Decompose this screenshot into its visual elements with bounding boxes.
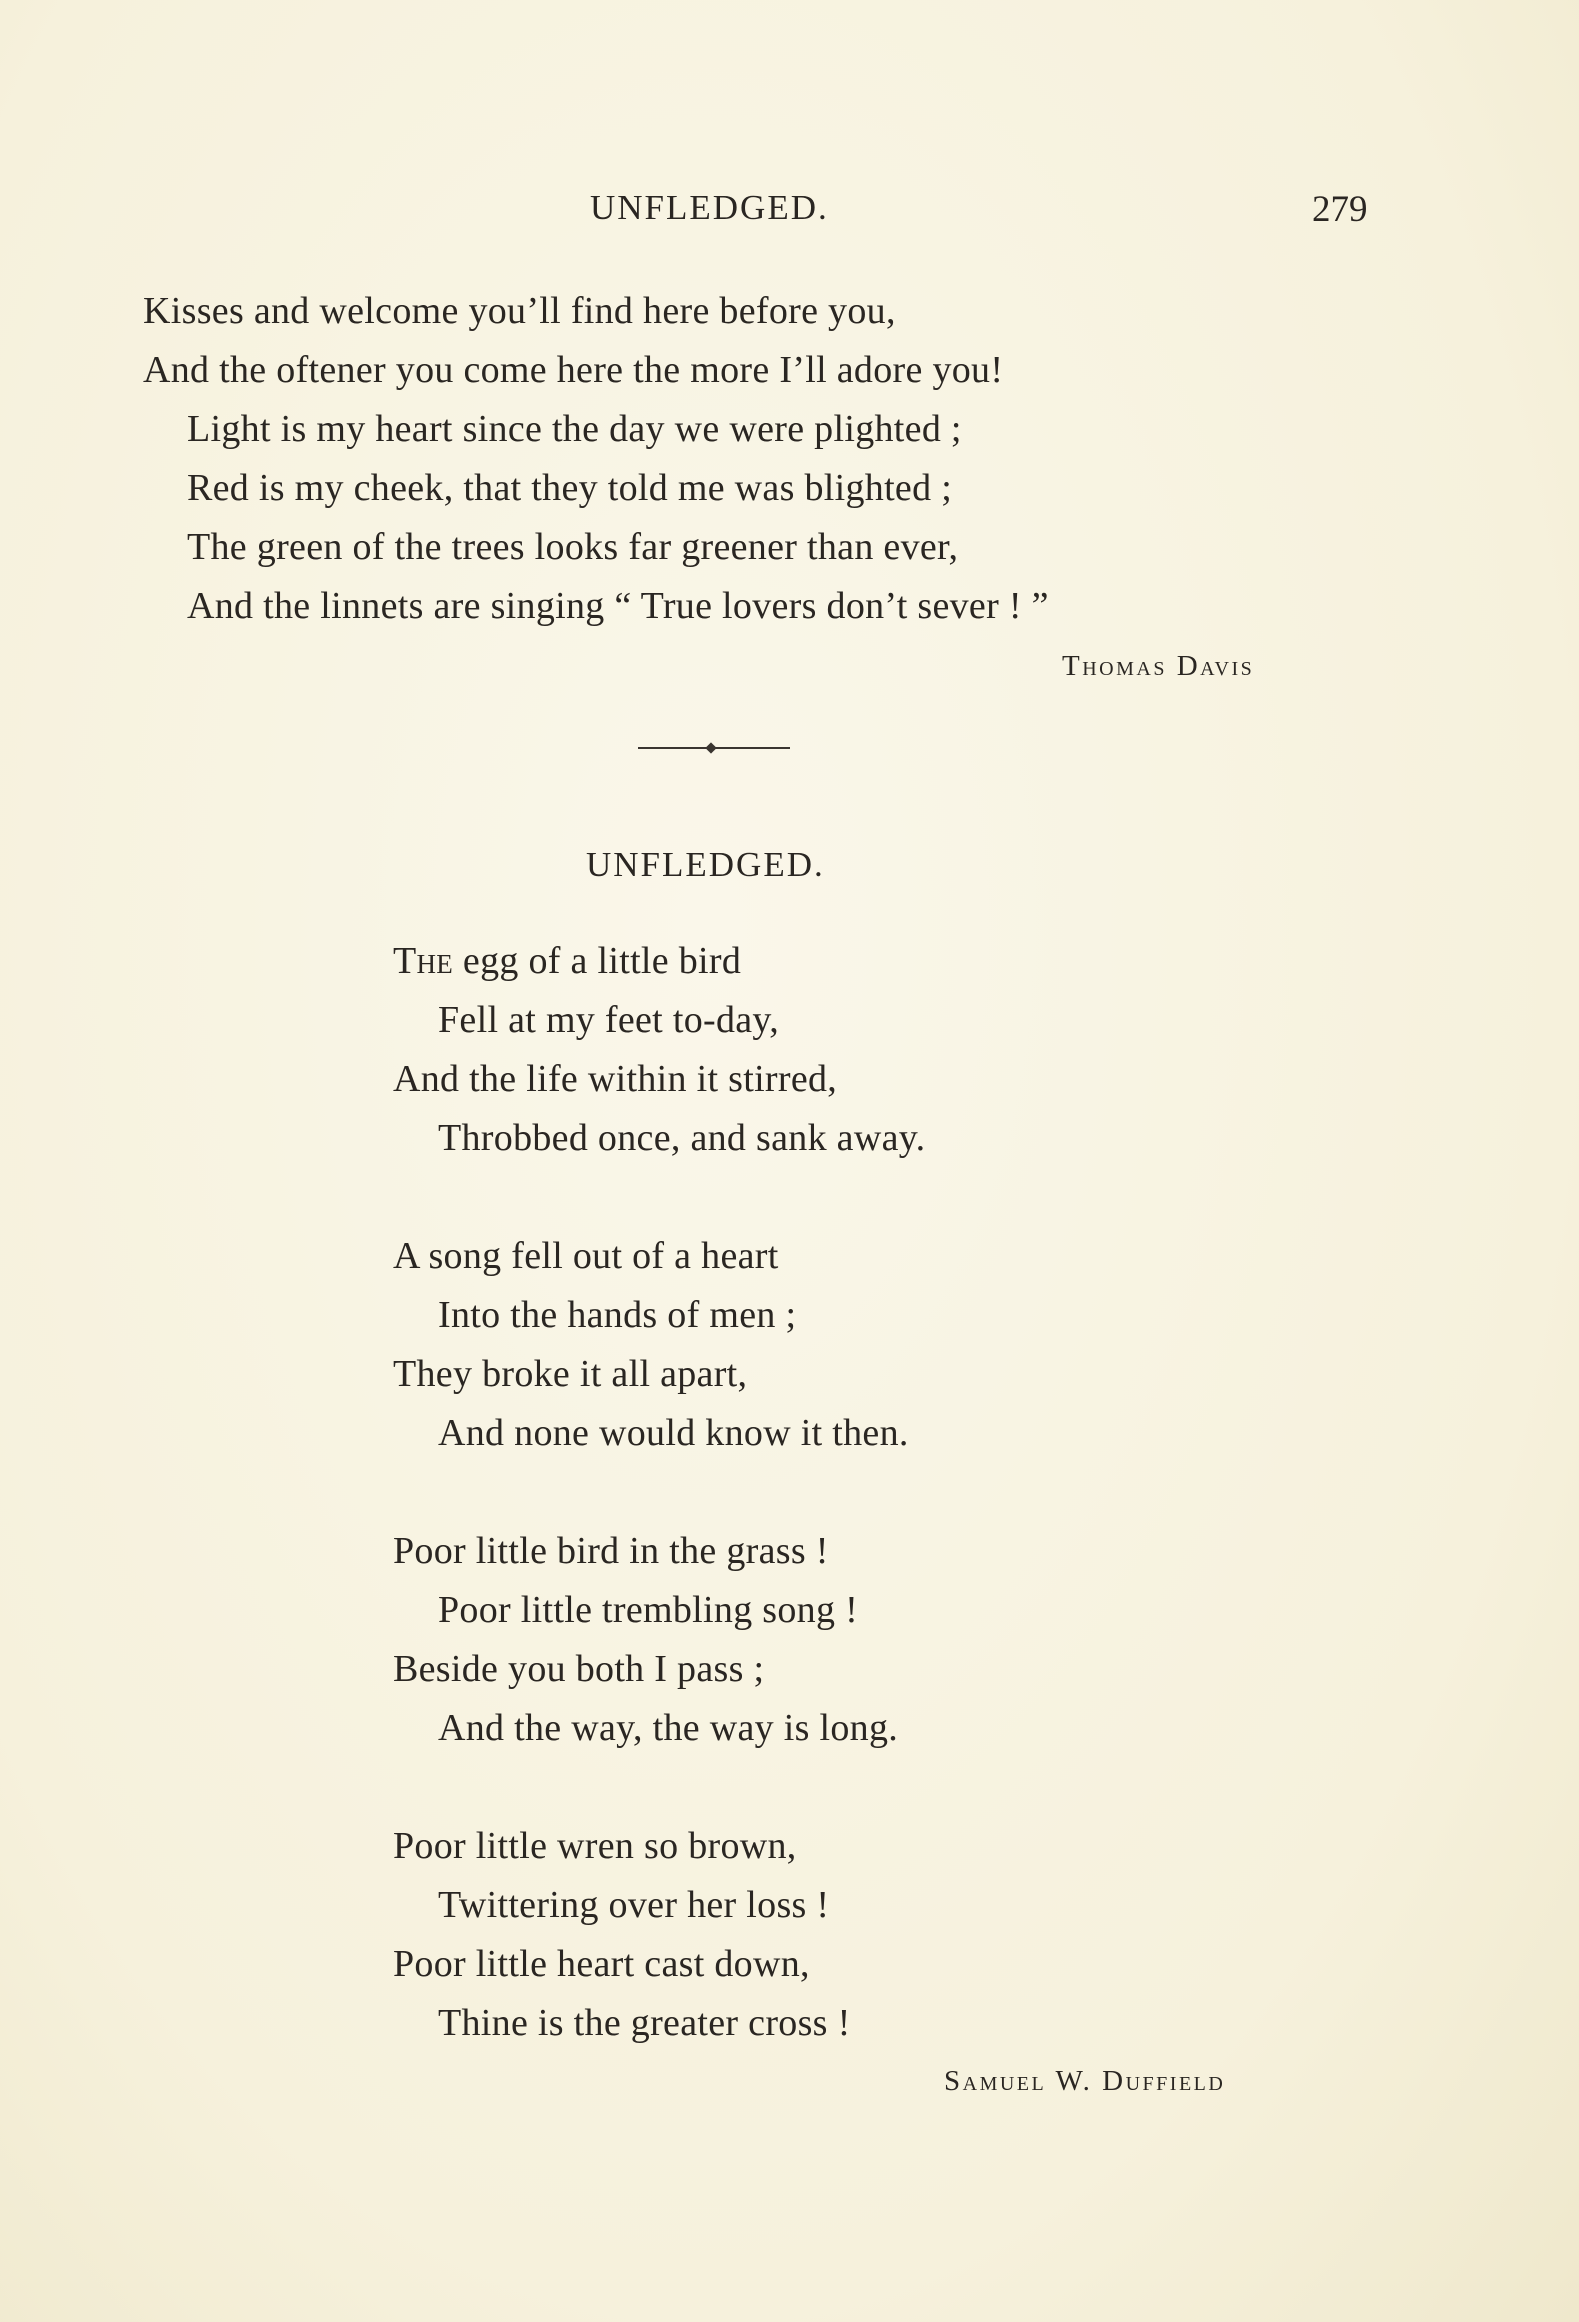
running-head: [0, 188, 1579, 238]
poem2-author-name: Samuel W. Duffield: [944, 2065, 1226, 2097]
poem1-author-name: Thomas Davis: [1062, 650, 1255, 682]
poem1-line: Red is my cheek, that they told me was blighted ;: [187, 467, 953, 509]
first-word: The: [393, 940, 454, 982]
poem1-line: Light is my heart since the day we were plighted ;: [187, 408, 962, 450]
poem2-line: Twittering over her loss !: [438, 1884, 830, 1926]
poem2-author: [944, 2067, 1225, 2096]
poem1-line: The green of the trees looks far greener than ever,: [187, 526, 959, 568]
poem1-line: Kisses and welcome you’ll find here before you,: [143, 290, 896, 332]
poem2-line: Poor little trembling song !: [438, 1589, 859, 1631]
poem2-first-line: [393, 942, 741, 980]
poem2-line: Beside you both I pass ;: [393, 1648, 765, 1690]
poem2-line: Poor little bird in the grass !: [393, 1530, 829, 1572]
poem2-line: And the life within it stirred,: [393, 1058, 838, 1100]
poem2-line: Thine is the greater cross !: [438, 2002, 851, 2044]
poem1-line: And the linnets are singing “ True lovers don’t sever ! ”: [187, 585, 1049, 627]
poem-title: UNFLEDGED.: [586, 845, 825, 884]
poem2-line: Poor little heart cast down,: [393, 1943, 810, 1985]
poem1-author: [1062, 652, 1254, 681]
divider-ornament-icon: [705, 742, 716, 753]
running-head-title: UNFLEDGED.: [590, 188, 829, 227]
poem2-line: Throbbed once, and sank away.: [438, 1117, 926, 1159]
poem2-line: And the way, the way is long.: [438, 1707, 899, 1749]
first-line-rest: egg of a little bird: [453, 940, 742, 982]
page-number: 279: [1312, 189, 1368, 230]
poem2-line: Poor little wren so brown,: [393, 1825, 797, 1867]
poem2-line: They broke it all apart,: [393, 1353, 748, 1395]
poem1-line: And the oftener you come here the more I’ll adore you!: [143, 349, 1004, 391]
poem2-line: Fell at my feet to-day,: [438, 999, 780, 1041]
poem2-line: And none would know it then.: [438, 1412, 909, 1454]
poem2-line: A song fell out of a heart: [393, 1235, 779, 1277]
poem2-line: Into the hands of men ;: [438, 1294, 797, 1336]
